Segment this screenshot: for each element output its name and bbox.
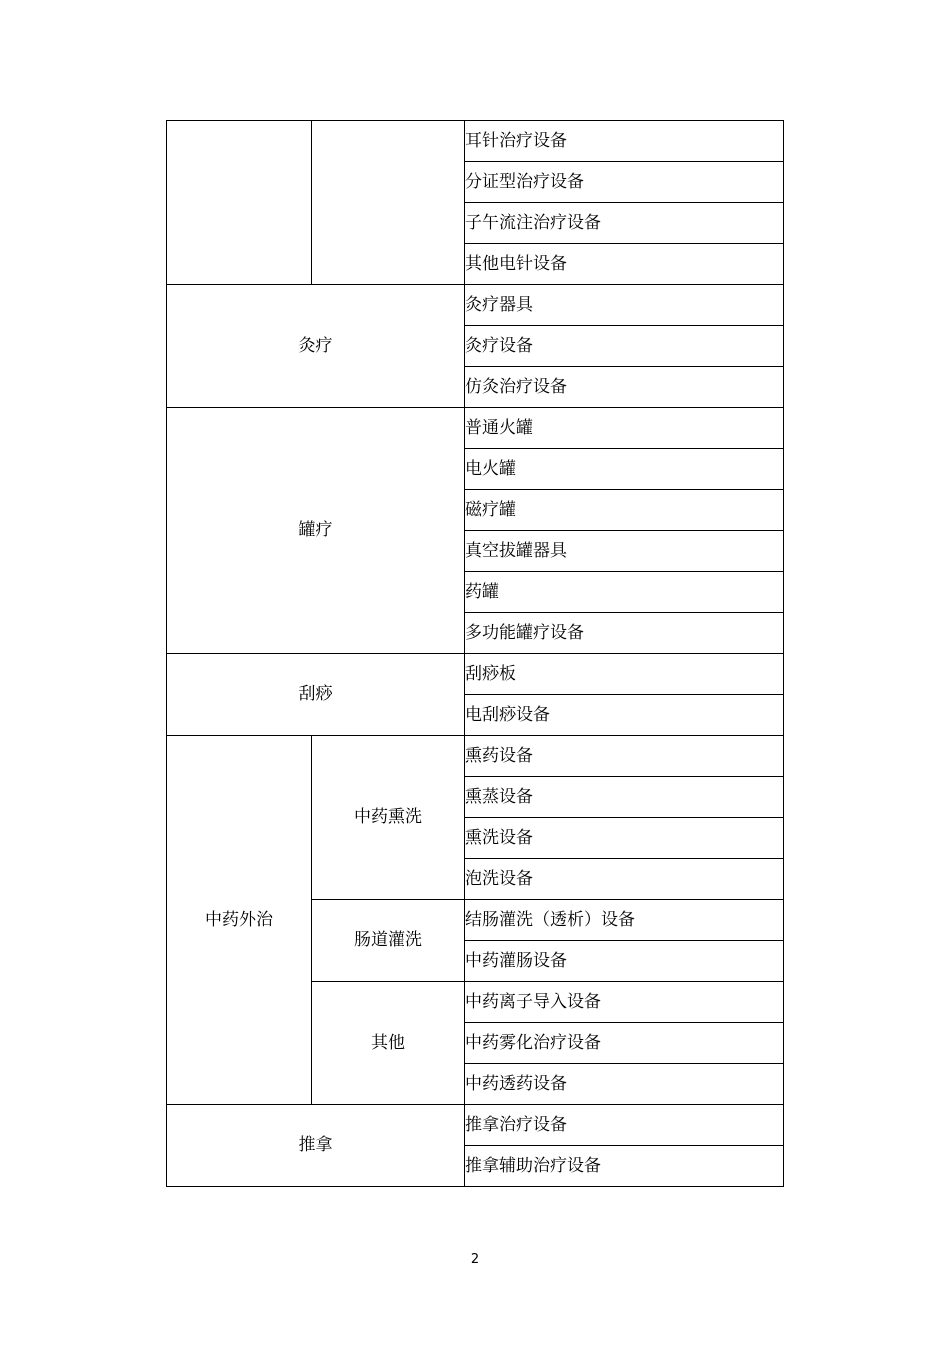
item-cell: 熏药设备 <box>465 736 784 777</box>
item-cell: 灸疗器具 <box>465 285 784 326</box>
empty-subcategory-cell <box>312 121 465 285</box>
item-cell: 灸疗设备 <box>465 326 784 367</box>
subcategory-cell-other: 其他 <box>312 982 465 1105</box>
table-row <box>167 121 784 162</box>
category-cell-cupping: 罐疗 <box>167 408 465 654</box>
item-cell: 真空拔罐器具 <box>465 531 784 572</box>
empty-category-cell <box>167 121 312 285</box>
item-cell: 多功能罐疗设备 <box>465 613 784 654</box>
table-row <box>167 654 784 695</box>
item-cell: 熏洗设备 <box>465 818 784 859</box>
item-cell: 药罐 <box>465 572 784 613</box>
category-cell-moxibustion: 灸疗 <box>167 285 465 408</box>
table-row <box>167 1105 784 1146</box>
category-cell-tcm-external: 中药外治 <box>167 736 312 1105</box>
item-cell: 子午流注治疗设备 <box>465 203 784 244</box>
category-cell-massage: 推拿 <box>167 1105 465 1187</box>
item-cell: 中药灌肠设备 <box>465 941 784 982</box>
item-cell: 熏蒸设备 <box>465 777 784 818</box>
table-row <box>167 408 784 449</box>
table-row <box>167 285 784 326</box>
item-cell: 刮痧板 <box>465 654 784 695</box>
category-cell-scraping: 刮痧 <box>167 654 465 736</box>
item-cell: 普通火罐 <box>465 408 784 449</box>
item-cell: 电火罐 <box>465 449 784 490</box>
item-cell: 电刮痧设备 <box>465 695 784 736</box>
item-cell: 中药离子导入设备 <box>465 982 784 1023</box>
item-cell: 结肠灌洗（透析）设备 <box>465 900 784 941</box>
item-cell: 其他电针设备 <box>465 244 784 285</box>
item-cell: 分证型治疗设备 <box>465 162 784 203</box>
subcategory-cell-colon-lavage: 肠道灌洗 <box>312 900 465 982</box>
item-cell: 中药雾化治疗设备 <box>465 1023 784 1064</box>
item-cell: 耳针治疗设备 <box>465 121 784 162</box>
item-cell: 中药透药设备 <box>465 1064 784 1105</box>
item-cell: 仿灸治疗设备 <box>465 367 784 408</box>
item-cell: 推拿治疗设备 <box>465 1105 784 1146</box>
subcategory-cell-fumigation: 中药熏洗 <box>312 736 465 900</box>
table-row <box>167 736 784 777</box>
item-cell: 泡洗设备 <box>465 859 784 900</box>
item-cell: 磁疗罐 <box>465 490 784 531</box>
equipment-classification-table <box>166 120 784 1187</box>
item-cell: 推拿辅助治疗设备 <box>465 1146 784 1187</box>
page-number: 2 <box>470 1252 480 1267</box>
